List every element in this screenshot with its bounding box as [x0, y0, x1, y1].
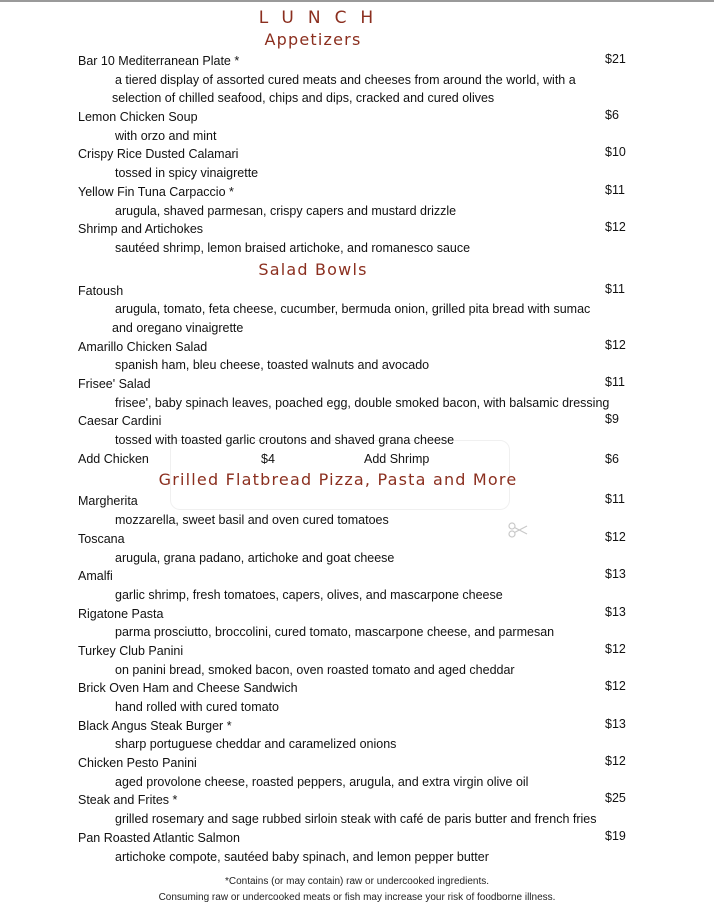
item-description: garlic shrimp, fresh tomatoes, capers, olives, and mascarpone cheese: [115, 587, 503, 602]
item-name: Steak and Frites *: [78, 793, 178, 808]
item-name: Margherita: [78, 494, 138, 509]
item-description: frisee', baby spinach leaves, poached egg, double smoked bacon, with balsamic dressing: [115, 395, 610, 410]
menu-item: [78, 642, 638, 661]
item-description: with orzo and mint: [115, 128, 217, 143]
item-price: $11: [605, 375, 625, 389]
item-name: Turkey Club Panini: [78, 643, 184, 658]
item-price: $11: [605, 492, 625, 507]
add-shrimp-price: $6: [605, 451, 619, 466]
item-name: Bar 10 Mediterranean Plate *: [78, 54, 240, 68]
item-name: Toscana: [78, 531, 125, 546]
add-shrimp-label: Add Shrimp: [364, 451, 430, 466]
menu-item: [78, 108, 638, 127]
item-name: Frisee' Salad: [78, 377, 151, 391]
item-description: arugula, shaved parmesan, crispy capers and mustard drizzle: [115, 203, 457, 218]
item-name: Amalfi: [78, 569, 113, 584]
item-name: Crispy Rice Dusted Calamari: [78, 147, 239, 162]
item-name: Black Angus Steak Burger *: [78, 718, 232, 733]
item-name: Pan Roasted Atlantic Salmon: [78, 830, 240, 845]
menu-item: [78, 829, 638, 848]
item-price: $12: [605, 529, 626, 544]
menu-item: [78, 183, 638, 202]
menu-item: [78, 605, 638, 624]
item-price: $25: [605, 791, 626, 806]
item-description: sautéed shrimp, lemon braised artichoke, and romanesco sauce: [115, 240, 471, 255]
lunch-menu: [78, 8, 638, 866]
menu-item: [78, 567, 638, 586]
add-ons-row: [78, 450, 638, 469]
item-description: parma prosciutto, broccolini, cured tomato, mascarpone cheese, and parmesan: [115, 625, 555, 640]
footnote-raw: *Contains (or may contain) raw or undercooked ingredients.: [224, 876, 490, 887]
menu-item: [78, 754, 638, 773]
item-name: Chicken Pesto Panini: [78, 756, 197, 771]
menu-item: [78, 492, 638, 511]
item-price: $13: [605, 604, 626, 619]
item-price: $9: [605, 412, 619, 427]
item-price: $21: [605, 52, 626, 66]
item-price: $12: [605, 641, 626, 656]
item-name: Fatoush: [78, 283, 124, 298]
item-description: arugula, tomato, feta cheese, cucumber, bermuda onion, grilled pita bread with sumac: [115, 302, 591, 317]
section-heading: Grilled Flatbread Pizza, Pasta and More: [158, 470, 518, 490]
item-description: tossed with toasted garlic croutons and shaved grana cheese: [115, 433, 455, 448]
menu-item: [78, 52, 638, 71]
item-description: arugula, grana padano, artichoke and goat cheese: [115, 550, 395, 565]
item-description: aged provolone cheese, roasted peppers, arugula, and extra virgin olive oil: [115, 774, 529, 789]
item-name: Shrimp and Artichokes: [78, 222, 204, 237]
menu-item: [78, 530, 638, 549]
item-name: Amarillo Chicken Salad: [78, 339, 208, 354]
add-chicken-label: Add Chicken: [78, 451, 149, 466]
menu-item: [78, 338, 638, 357]
item-name: Yellow Fin Tuna Carpaccio *: [78, 184, 234, 199]
item-price: $12: [605, 337, 626, 352]
item-price: $11: [605, 182, 625, 197]
item-description: mozzarella, sweet basil and oven cured tomatoes: [115, 513, 389, 528]
menu-item: [78, 412, 638, 431]
item-description: spanish ham, bleu cheese, toasted walnuts and avocado: [115, 358, 430, 373]
section-heading: Appetizers: [264, 30, 362, 49]
add-chicken-price: $4: [261, 451, 275, 466]
item-price: $11: [605, 281, 625, 296]
item-name: Lemon Chicken Soup: [78, 110, 198, 125]
section-heading: Salad Bowls: [258, 259, 368, 279]
item-price: $10: [605, 145, 626, 160]
item-description: hand rolled with cured tomato: [115, 700, 279, 714]
item-name: Rigatone Pasta: [78, 606, 164, 621]
item-price: $12: [605, 220, 626, 235]
item-price: $13: [605, 567, 626, 582]
footnote-warning: Consuming raw or undercooked meats or fish may increase your risk of foodborne illness.: [158, 892, 556, 903]
item-description: sharp portuguese cheddar and caramelized onions: [115, 737, 397, 752]
top-border: [0, 0, 714, 2]
item-price: $19: [605, 828, 626, 843]
menu-title: LUNCH: [258, 8, 388, 28]
item-price: $12: [605, 679, 626, 694]
menu-item: [78, 375, 638, 394]
item-price: $12: [605, 754, 626, 769]
item-description: and oregano vinaigrette: [112, 320, 244, 335]
menu-item: [78, 679, 638, 698]
menu-item: [78, 220, 638, 239]
item-description: artichoke compote, sautéed baby spinach, and lemon pepper butter: [115, 849, 489, 864]
item-description: a tiered display of assorted cured meats and cheeses from around the world, with a: [115, 72, 576, 87]
menu-item: [78, 145, 638, 164]
item-description: on panini bread, smoked bacon, oven roasted tomato and aged cheddar: [115, 662, 515, 677]
item-name: Caesar Cardini: [78, 414, 162, 429]
item-description: grilled rosemary and sage rubbed sirloin steak with café de paris butter and french fries: [115, 812, 597, 827]
item-description: selection of chilled seafood, chips and dips, cracked and cured olives: [112, 91, 495, 106]
menu-item: [78, 717, 638, 736]
item-name: Brick Oven Ham and Cheese Sandwich: [78, 681, 298, 696]
menu-item: [78, 282, 638, 301]
item-description: tossed in spicy vinaigrette: [115, 166, 259, 181]
item-price: $13: [605, 716, 626, 731]
menu-item: [78, 791, 638, 810]
item-price: $6: [605, 108, 619, 123]
